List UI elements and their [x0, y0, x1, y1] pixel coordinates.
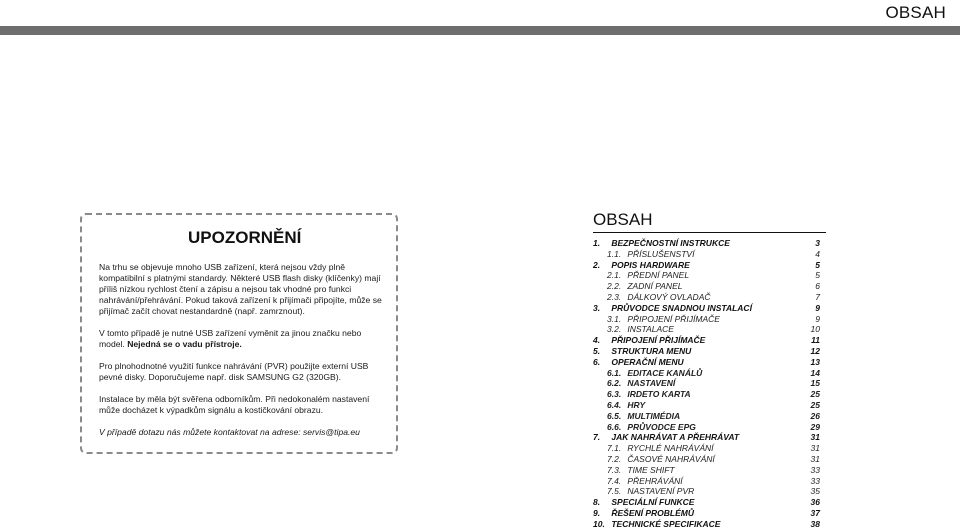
toc-title: OBSAH	[593, 210, 653, 229]
toc-entry-number: 2.	[593, 259, 601, 270]
toc-entry[interactable]	[593, 508, 826, 519]
toc-entry-page: 25	[810, 389, 820, 400]
toc-entry-label	[593, 303, 752, 314]
toc-entry-text: PŘIPOJENÍ PŘIJÍMAČE	[609, 335, 706, 346]
toc-entry-number: 7.2.	[607, 453, 622, 464]
toc-entry-page: 35	[810, 486, 820, 497]
toc-entry[interactable]	[593, 465, 826, 476]
toc-entry[interactable]	[593, 249, 826, 260]
toc-entry-text: HRY	[625, 399, 646, 410]
toc-entry-label	[593, 497, 694, 508]
toc-entry[interactable]	[593, 368, 826, 379]
toc-entry[interactable]	[593, 378, 826, 389]
toc-entry-number: 2.2.	[607, 281, 622, 292]
toc-entry[interactable]	[593, 411, 826, 422]
toc-entry-number: 6.	[593, 356, 601, 367]
toc-entry-text: NASTAVENÍ	[625, 378, 676, 389]
toc-entry-number: 3.1.	[607, 313, 622, 324]
toc-entry-page: 13	[810, 356, 820, 367]
toc-entry-text: TECHNICKÉ SPECIFIKACE	[609, 518, 721, 529]
toc-entry[interactable]	[593, 292, 826, 303]
toc-entry[interactable]	[593, 335, 826, 346]
toc-entry-page: 4	[815, 248, 820, 259]
toc-entry-label	[593, 346, 691, 357]
warning-paragraph-replace	[99, 328, 384, 350]
toc-entry-label	[607, 422, 696, 433]
toc-entry-page: 9	[815, 313, 820, 324]
toc-entry-text: INSTALACE	[625, 324, 674, 335]
toc-entry-page: 6	[815, 281, 820, 292]
toc-entry-text: PŘEHRÁVÁNÍ	[625, 475, 683, 486]
toc-entry-number: 7.1.	[607, 443, 622, 454]
toc-entry-label	[607, 324, 674, 335]
toc-entry-page: 26	[810, 410, 820, 421]
toc-entry-page: 15	[810, 378, 820, 389]
toc-entry-number: 6.5.	[607, 410, 622, 421]
toc-entry-number: 10.	[593, 518, 605, 529]
toc-divider	[593, 232, 826, 233]
toc-entry-number: 1.	[593, 238, 601, 248]
toc-entry-page: 38	[810, 518, 820, 529]
toc-entry[interactable]	[593, 389, 826, 400]
toc-entry-text: TIME SHIFT	[625, 464, 675, 475]
toc-entry-text: MULTIMÉDIA	[625, 410, 681, 421]
toc-entry-label	[593, 238, 730, 249]
toc-entry-number: 6.6.	[607, 421, 622, 432]
toc-entry-text: ČASOVÉ NAHRÁVÁNÍ	[625, 453, 715, 464]
toc-entry-label	[607, 368, 702, 379]
toc-entry[interactable]	[593, 314, 826, 325]
toc-entry-page: 33	[810, 475, 820, 486]
toc-entry-page: 11	[811, 335, 820, 346]
toc-entry-text: BEZPEČNOSTNÍ INSTRUKCE	[609, 238, 730, 248]
toc-entry-page: 5	[815, 259, 820, 270]
header-band	[0, 26, 960, 35]
warning-paragraph-pvr: Pro plnohodnotné využití funkce nahrávání (PVR) použijte externí USB pevné disky. Doporučujeme např. disk SAMSUNG G2 (320GB).	[99, 361, 369, 382]
toc-entry-text: DÁLKOVÝ OVLADAČ	[625, 291, 711, 302]
toc-entry-number: 7.4.	[607, 475, 622, 486]
toc-entry-page: 5	[815, 270, 820, 281]
warning-body	[99, 262, 384, 449]
toc-entry-label	[607, 486, 694, 497]
toc-entry-text: EDITACE KANÁLŮ	[625, 367, 703, 378]
toc-entry-label	[593, 260, 690, 271]
warning-not-defect: Nejedná se o vadu přístroje.	[127, 339, 242, 349]
toc-entry-number: 3.	[593, 302, 601, 313]
toc-entry-text: SPECIÁLNÍ FUNKCE	[609, 497, 695, 508]
toc-entry[interactable]	[593, 432, 826, 443]
toc-entry-page: 31	[810, 432, 820, 443]
toc-entry[interactable]	[593, 497, 826, 508]
warning-paragraph-install: Instalace by měla být svěřena odborníkům. Při nedokonalém nastavení může docházet k výpadkům signálu a kostičkování obrazu.	[99, 394, 370, 415]
toc-entry[interactable]	[593, 476, 826, 487]
toc-entry-label	[607, 389, 691, 400]
toc-entry-label	[593, 508, 694, 519]
toc-entry-number: 3.2.	[607, 324, 622, 335]
toc-entry-text: PŘEDNÍ PANEL	[625, 270, 690, 281]
toc-entry[interactable]	[593, 357, 826, 368]
toc-entry[interactable]	[593, 400, 826, 411]
toc-entry[interactable]	[593, 422, 826, 433]
toc-entry-number: 9.	[593, 507, 601, 518]
toc-entry-text: STRUKTURA MENU	[609, 345, 692, 356]
toc-entry-text: PŘIPOJENÍ PŘIJÍMAČE	[625, 313, 720, 324]
toc-entry-text: OPERAČNÍ MENU	[609, 356, 684, 367]
toc-entry-number: 7.3.	[607, 464, 622, 475]
warning-paragraph-usb-compat: Na trhu se objevuje mnoho USB zařízení, která nejsou vždy plně kompatibilní s platnými standardy. Některé USB flash disky (klíčenky) mají příliš nízkou rychlost čtení a zápisu a nejsou tak vhodné pro funkci nahrávání/přehrávání. Pokud taková zařízení k přijímači připojíte, může se přijímač začít chovat nestandardně (např. zamrznout).	[99, 262, 382, 316]
toc-entry-page: 37	[810, 507, 820, 518]
toc-entry-page: 7	[815, 291, 820, 302]
toc-entry[interactable]	[593, 270, 826, 281]
toc-entry-label	[593, 357, 684, 368]
toc-entry[interactable]	[593, 486, 826, 497]
table-of-contents	[593, 238, 826, 530]
toc-entry-page: 12	[810, 345, 820, 356]
toc-entry-text: ZADNÍ PANEL	[625, 281, 683, 292]
toc-entry-text: JAK NAHRÁVAT A PŘEHRÁVAT	[609, 432, 740, 443]
toc-entry-label	[607, 476, 683, 487]
toc-entry-text: RYCHLÉ NAHRÁVÁNÍ	[625, 443, 714, 454]
page-header-title: OBSAH	[885, 3, 946, 22]
toc-entry-label	[607, 270, 689, 281]
toc-entry-label	[607, 249, 694, 260]
toc-entry-number: 7.	[593, 432, 601, 443]
toc-entry-label	[607, 454, 715, 465]
warning-contact: V případě dotazu nás můžete kontaktovat na adrese: servis@tipa.eu	[99, 427, 360, 437]
toc-entry-text: PŘÍSLUŠENSTVÍ	[625, 248, 695, 259]
toc-entry-label	[607, 314, 720, 325]
toc-entry-text: IRDETO KARTA	[625, 389, 691, 400]
toc-entry[interactable]	[593, 454, 826, 465]
toc-entry-number: 7.5.	[607, 486, 622, 497]
toc-entry-page: 29	[810, 421, 820, 432]
toc-entry[interactable]	[593, 324, 826, 335]
toc-entry-page: 36	[810, 497, 820, 508]
toc-entry-number: 5.	[593, 345, 601, 356]
toc-entry-page: 25	[810, 399, 820, 410]
toc-entry-text: ŘEŠENÍ PROBLÉMŮ	[609, 507, 695, 518]
toc-entry-page: 3	[815, 238, 820, 248]
toc-entry-text: PRŮVODCE SNADNOU INSTALACÍ	[609, 302, 752, 313]
warning-replace-text: V tomto případě je nutné USB zařízení vyměnit za jinou značku nebo model.	[99, 328, 362, 349]
toc-entry-page: 9	[815, 302, 820, 313]
toc-entry-page: 33	[810, 464, 820, 475]
toc-entry-text: PRŮVODCE EPG	[625, 421, 696, 432]
toc-entry[interactable]	[593, 443, 826, 454]
toc-entry-number: 6.2.	[607, 378, 622, 389]
toc-entry-label	[593, 335, 705, 346]
toc-entry-label	[607, 411, 680, 422]
toc-entry-text: POPIS HARDWARE	[609, 259, 690, 270]
toc-entry-label	[607, 281, 682, 292]
toc-entry-number: 6.3.	[607, 389, 622, 400]
toc-entry-label	[607, 378, 675, 389]
toc-entry-number: 6.4.	[607, 399, 622, 410]
toc-entry[interactable]	[593, 238, 826, 249]
toc-entry-number: 6.1.	[607, 367, 622, 378]
warning-title: UPOZORNĚNÍ	[188, 228, 302, 247]
toc-entry-page: 10	[810, 324, 820, 335]
toc-entry-label	[607, 443, 713, 454]
toc-entry-number: 4.	[593, 335, 601, 346]
toc-entry-page: 31	[810, 443, 820, 454]
toc-entry-page: 31	[810, 453, 820, 464]
toc-entry-label	[593, 519, 720, 530]
toc-entry-page: 14	[810, 367, 820, 378]
toc-entry-label	[607, 292, 711, 303]
toc-entry-number: 2.3.	[607, 291, 622, 302]
toc-entry-number: 2.1.	[607, 270, 622, 281]
toc-entry[interactable]	[593, 281, 826, 292]
toc-entry[interactable]	[593, 346, 826, 357]
toc-entry-number: 1.1.	[607, 248, 622, 259]
toc-entry[interactable]	[593, 303, 826, 314]
toc-entry-label	[607, 465, 675, 476]
toc-entry-label	[593, 432, 739, 443]
toc-entry[interactable]	[593, 260, 826, 271]
toc-entry[interactable]	[593, 519, 826, 530]
toc-entry-label	[607, 400, 645, 411]
toc-entry-number: 8.	[593, 497, 601, 508]
toc-entry-text: NASTAVENÍ PVR	[625, 486, 695, 497]
